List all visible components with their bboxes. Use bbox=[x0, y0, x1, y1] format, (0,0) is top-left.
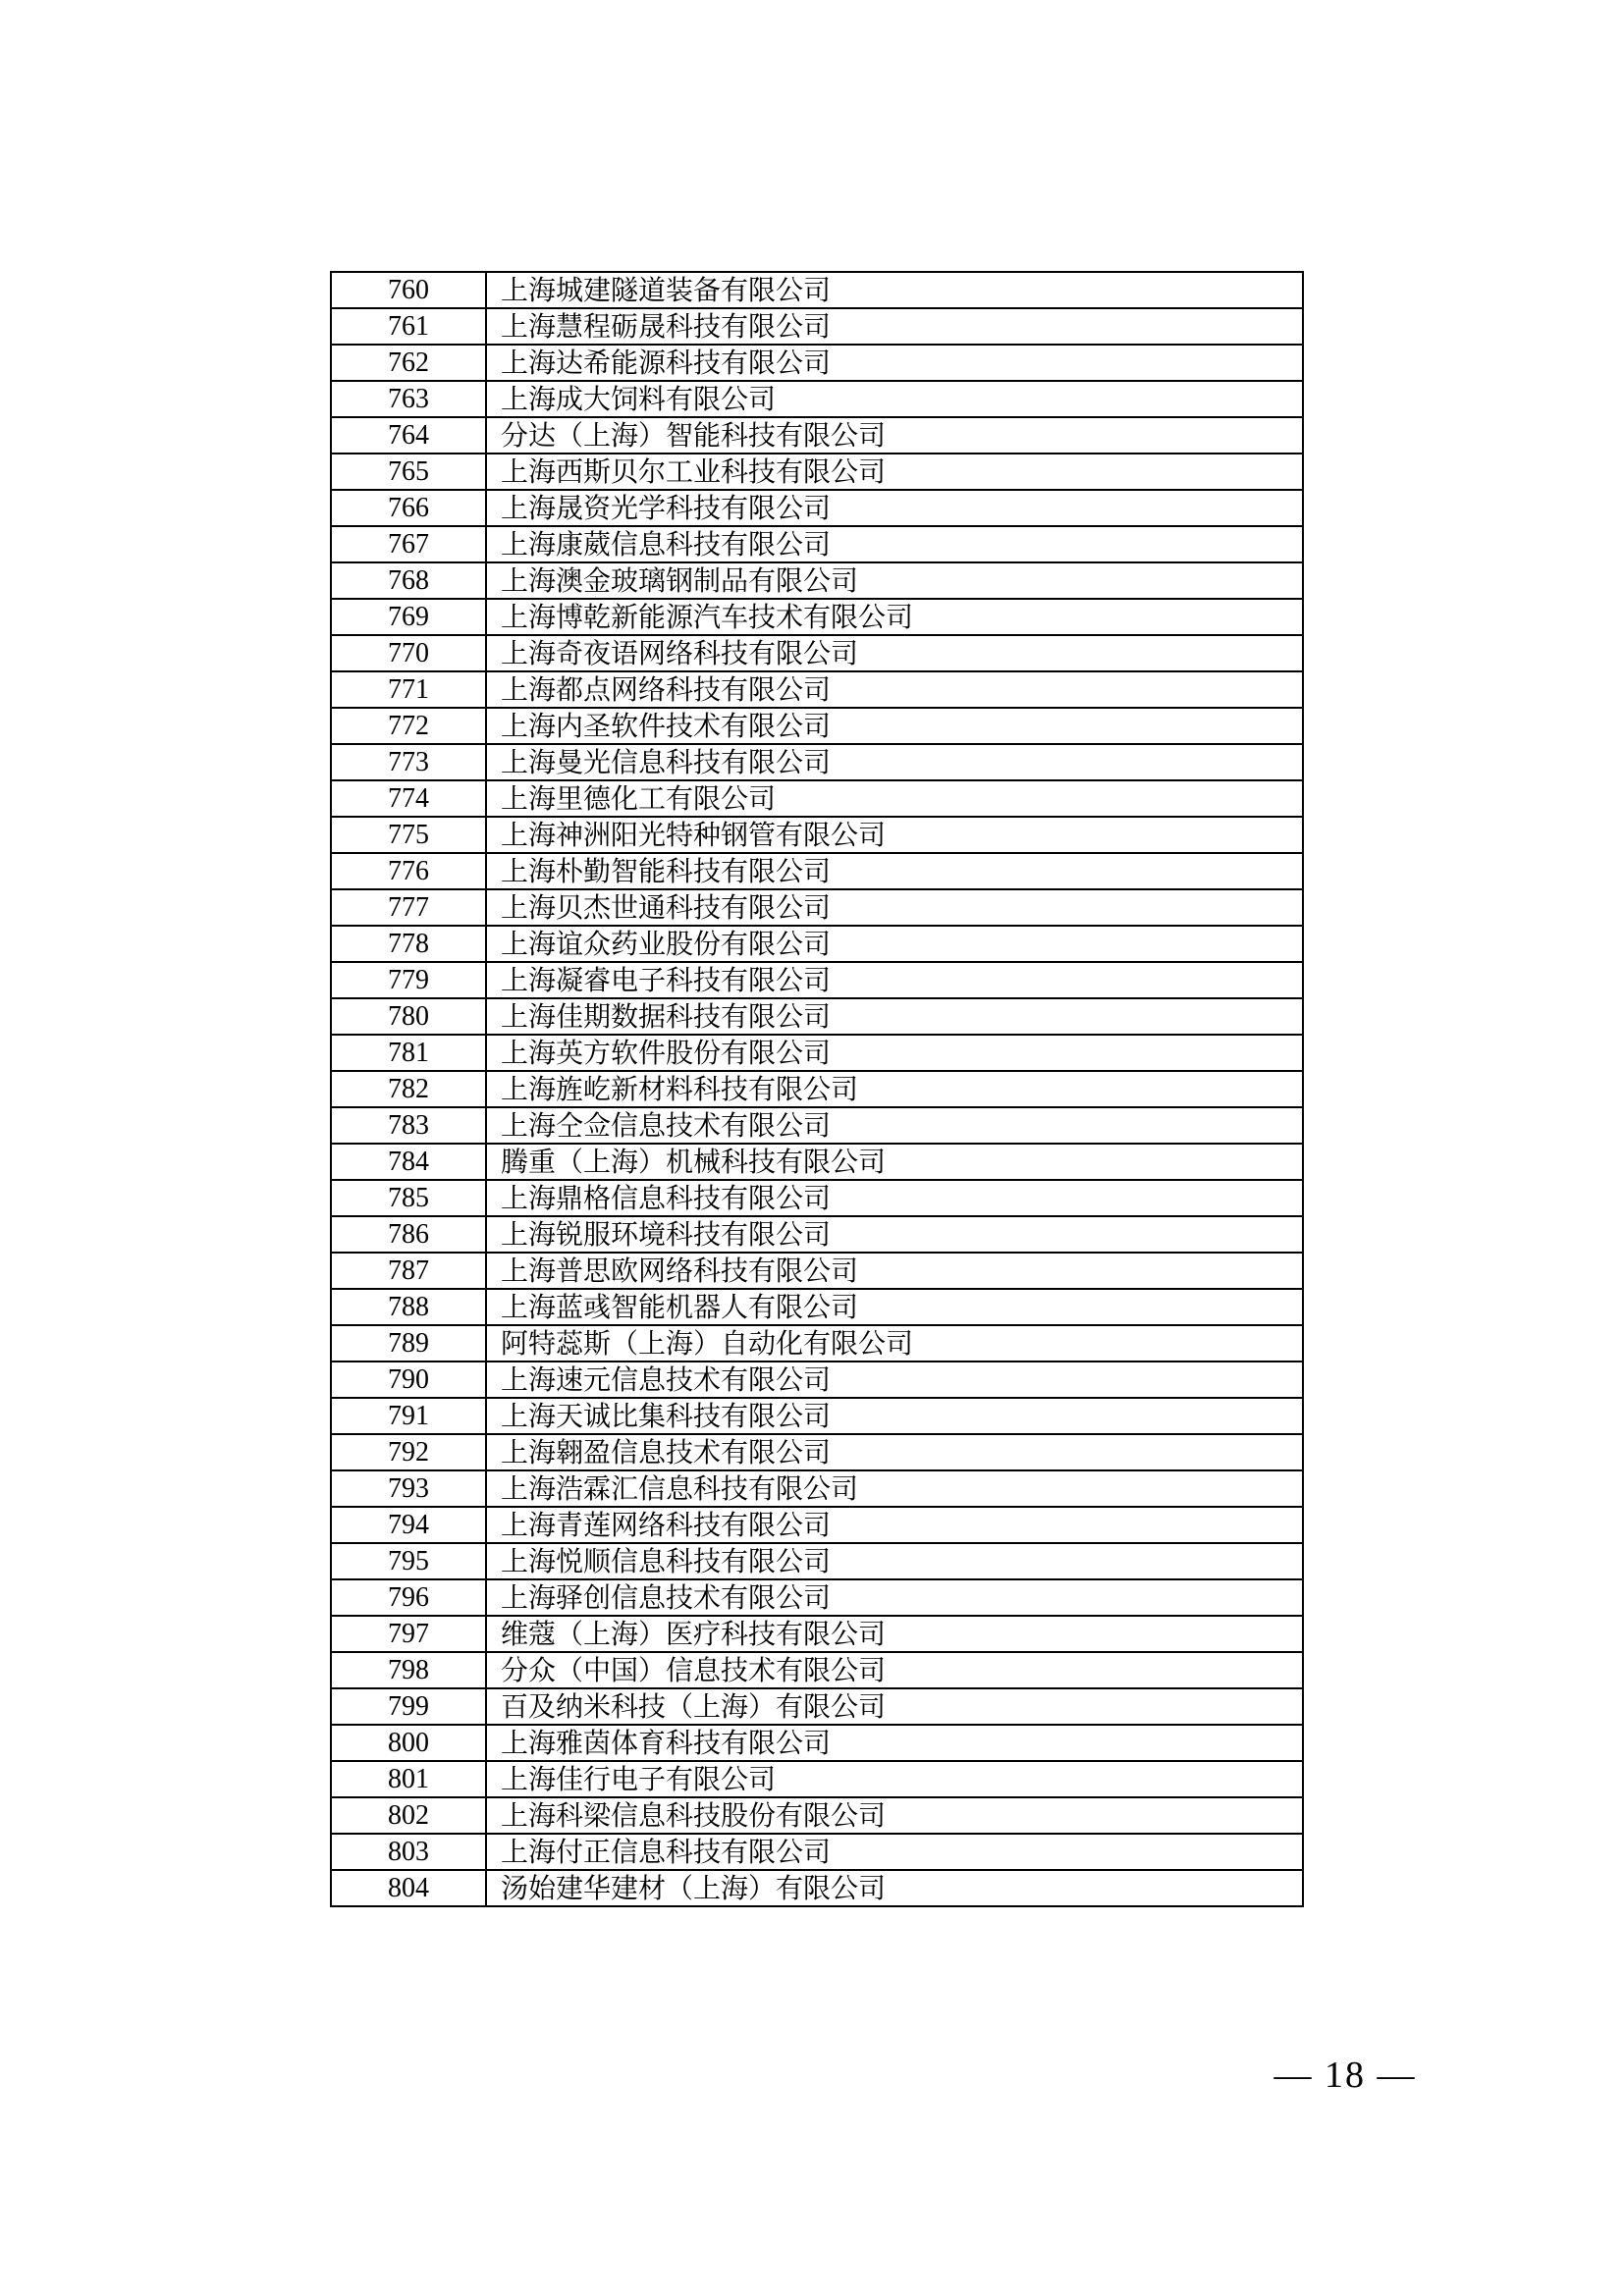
company-name-cell: 上海佳期数据科技有限公司 bbox=[486, 998, 1303, 1035]
table-row bbox=[331, 1035, 1303, 1071]
table-row bbox=[331, 1253, 1303, 1289]
table-row bbox=[331, 381, 1303, 417]
table-row bbox=[331, 635, 1303, 671]
table-row bbox=[331, 1144, 1303, 1180]
table-row bbox=[331, 962, 1303, 998]
row-number-cell: 801 bbox=[331, 1761, 486, 1797]
row-number-cell: 800 bbox=[331, 1725, 486, 1761]
company-name-cell: 上海慧程砺晟科技有限公司 bbox=[486, 308, 1303, 345]
company-name-cell: 上海佳行电子有限公司 bbox=[486, 1761, 1303, 1797]
table-row bbox=[331, 1180, 1303, 1216]
company-name-cell: 上海谊众药业股份有限公司 bbox=[486, 926, 1303, 962]
row-number-cell: 766 bbox=[331, 490, 486, 526]
company-name-cell: 上海锐服环境科技有限公司 bbox=[486, 1216, 1303, 1253]
row-number-cell: 765 bbox=[331, 454, 486, 490]
row-number-cell: 791 bbox=[331, 1398, 486, 1434]
row-number-cell: 798 bbox=[331, 1652, 486, 1688]
company-name-cell: 阿特蕊斯（上海）自动化有限公司 bbox=[486, 1325, 1303, 1362]
company-name-cell: 上海奇夜语网络科技有限公司 bbox=[486, 635, 1303, 671]
company-name-cell: 上海雅茵体育科技有限公司 bbox=[486, 1725, 1303, 1761]
company-name-cell: 上海英方软件股份有限公司 bbox=[486, 1035, 1303, 1071]
table-row bbox=[331, 1834, 1303, 1870]
company-name-cell: 维蔻（上海）医疗科技有限公司 bbox=[486, 1616, 1303, 1652]
table-row bbox=[331, 1579, 1303, 1616]
table-row bbox=[331, 308, 1303, 345]
company-name-cell: 上海里德化工有限公司 bbox=[486, 780, 1303, 817]
row-number-cell: 772 bbox=[331, 708, 486, 744]
company-name-cell: 上海蓝彧智能机器人有限公司 bbox=[486, 1289, 1303, 1325]
table-row bbox=[331, 998, 1303, 1035]
table-row bbox=[331, 1434, 1303, 1470]
row-number-cell: 777 bbox=[331, 889, 486, 926]
row-number-cell: 786 bbox=[331, 1216, 486, 1253]
row-number-cell: 803 bbox=[331, 1834, 486, 1870]
row-number-cell: 768 bbox=[331, 562, 486, 599]
company-name-cell: 汤始建华建材（上海）有限公司 bbox=[486, 1870, 1303, 1906]
row-number-cell: 784 bbox=[331, 1144, 486, 1180]
table-row bbox=[331, 1725, 1303, 1761]
table-row bbox=[331, 708, 1303, 744]
table-row bbox=[331, 490, 1303, 526]
company-name-cell: 上海神洲阳光特种钢管有限公司 bbox=[486, 817, 1303, 853]
row-number-cell: 778 bbox=[331, 926, 486, 962]
row-number-cell: 789 bbox=[331, 1325, 486, 1362]
table-row bbox=[331, 1362, 1303, 1398]
row-number-cell: 804 bbox=[331, 1870, 486, 1906]
row-number-cell: 776 bbox=[331, 853, 486, 889]
row-number-cell: 785 bbox=[331, 1180, 486, 1216]
row-number-cell: 783 bbox=[331, 1107, 486, 1144]
table-row bbox=[331, 1398, 1303, 1434]
table-row bbox=[331, 1543, 1303, 1579]
row-number-cell: 774 bbox=[331, 780, 486, 817]
company-name-cell: 上海天诚比集科技有限公司 bbox=[486, 1398, 1303, 1434]
row-number-cell: 763 bbox=[331, 381, 486, 417]
table-row bbox=[331, 1289, 1303, 1325]
company-name-cell: 分达（上海）智能科技有限公司 bbox=[486, 417, 1303, 454]
company-name-cell: 上海西斯贝尔工业科技有限公司 bbox=[486, 454, 1303, 490]
company-name-cell: 分众（中国）信息技术有限公司 bbox=[486, 1652, 1303, 1688]
table-row bbox=[331, 599, 1303, 635]
table-row bbox=[331, 853, 1303, 889]
company-name-cell: 上海达希能源科技有限公司 bbox=[486, 345, 1303, 381]
row-number-cell: 797 bbox=[331, 1616, 486, 1652]
company-name-cell: 腾重（上海）机械科技有限公司 bbox=[486, 1144, 1303, 1180]
company-name-cell: 上海科梁信息科技股份有限公司 bbox=[486, 1797, 1303, 1834]
page-number: — 18 — bbox=[1273, 2055, 1417, 2096]
company-name-cell: 上海翱盈信息技术有限公司 bbox=[486, 1434, 1303, 1470]
table-row bbox=[331, 272, 1303, 308]
company-name-cell: 上海曼光信息科技有限公司 bbox=[486, 744, 1303, 780]
table-row bbox=[331, 817, 1303, 853]
table-row bbox=[331, 1216, 1303, 1253]
row-number-cell: 767 bbox=[331, 526, 486, 562]
company-name-cell: 上海澳金玻璃钢制品有限公司 bbox=[486, 562, 1303, 599]
table-row bbox=[331, 1470, 1303, 1507]
company-name-cell: 上海旌屹新材料科技有限公司 bbox=[486, 1071, 1303, 1107]
table-row bbox=[331, 1761, 1303, 1797]
table-row bbox=[331, 889, 1303, 926]
table-row bbox=[331, 1325, 1303, 1362]
table-row bbox=[331, 562, 1303, 599]
table-row bbox=[331, 671, 1303, 708]
row-number-cell: 792 bbox=[331, 1434, 486, 1470]
company-name-cell: 百及纳米科技（上海）有限公司 bbox=[486, 1688, 1303, 1725]
table-row bbox=[331, 1797, 1303, 1834]
company-name-cell: 上海成大饲料有限公司 bbox=[486, 381, 1303, 417]
company-name-cell: 上海普思欧网络科技有限公司 bbox=[486, 1253, 1303, 1289]
table-row bbox=[331, 454, 1303, 490]
row-number-cell: 770 bbox=[331, 635, 486, 671]
row-number-cell: 775 bbox=[331, 817, 486, 853]
row-number-cell: 762 bbox=[331, 345, 486, 381]
row-number-cell: 802 bbox=[331, 1797, 486, 1834]
row-number-cell: 780 bbox=[331, 998, 486, 1035]
row-number-cell: 788 bbox=[331, 1289, 486, 1325]
table-row bbox=[331, 526, 1303, 562]
table-row bbox=[331, 1652, 1303, 1688]
row-number-cell: 799 bbox=[331, 1688, 486, 1725]
table-row bbox=[331, 744, 1303, 780]
table-row bbox=[331, 1107, 1303, 1144]
row-number-cell: 796 bbox=[331, 1579, 486, 1616]
company-name-cell: 上海付正信息科技有限公司 bbox=[486, 1834, 1303, 1870]
row-number-cell: 779 bbox=[331, 962, 486, 998]
row-number-cell: 760 bbox=[331, 272, 486, 308]
row-number-cell: 773 bbox=[331, 744, 486, 780]
row-number-cell: 761 bbox=[331, 308, 486, 345]
row-number-cell: 794 bbox=[331, 1507, 486, 1543]
company-list-table bbox=[330, 271, 1304, 1907]
company-name-cell: 上海仝佥信息技术有限公司 bbox=[486, 1107, 1303, 1144]
row-number-cell: 795 bbox=[331, 1543, 486, 1579]
row-number-cell: 764 bbox=[331, 417, 486, 454]
row-number-cell: 790 bbox=[331, 1362, 486, 1398]
company-name-cell: 上海速元信息技术有限公司 bbox=[486, 1362, 1303, 1398]
company-name-cell: 上海内圣软件技术有限公司 bbox=[486, 708, 1303, 744]
company-name-cell: 上海博乾新能源汽车技术有限公司 bbox=[486, 599, 1303, 635]
company-name-cell: 上海城建隧道装备有限公司 bbox=[486, 272, 1303, 308]
row-number-cell: 782 bbox=[331, 1071, 486, 1107]
company-name-cell: 上海驿创信息技术有限公司 bbox=[486, 1579, 1303, 1616]
company-name-cell: 上海都点网络科技有限公司 bbox=[486, 671, 1303, 708]
row-number-cell: 769 bbox=[331, 599, 486, 635]
company-name-cell: 上海凝睿电子科技有限公司 bbox=[486, 962, 1303, 998]
table-row bbox=[331, 1688, 1303, 1725]
company-name-cell: 上海康葳信息科技有限公司 bbox=[486, 526, 1303, 562]
row-number-cell: 793 bbox=[331, 1470, 486, 1507]
table-row bbox=[331, 1507, 1303, 1543]
company-list-body bbox=[331, 272, 1303, 1906]
table-row bbox=[331, 780, 1303, 817]
table-row bbox=[331, 1616, 1303, 1652]
table-row bbox=[331, 1071, 1303, 1107]
company-name-cell: 上海浩霖汇信息科技有限公司 bbox=[486, 1470, 1303, 1507]
company-name-cell: 上海青莲网络科技有限公司 bbox=[486, 1507, 1303, 1543]
row-number-cell: 787 bbox=[331, 1253, 486, 1289]
company-name-cell: 上海悦顺信息科技有限公司 bbox=[486, 1543, 1303, 1579]
table-row bbox=[331, 345, 1303, 381]
company-name-cell: 上海晟资光学科技有限公司 bbox=[486, 490, 1303, 526]
table-row bbox=[331, 417, 1303, 454]
row-number-cell: 781 bbox=[331, 1035, 486, 1071]
table-row bbox=[331, 926, 1303, 962]
table-row bbox=[331, 1870, 1303, 1906]
row-number-cell: 771 bbox=[331, 671, 486, 708]
company-name-cell: 上海鼎格信息科技有限公司 bbox=[486, 1180, 1303, 1216]
company-name-cell: 上海贝杰世通科技有限公司 bbox=[486, 889, 1303, 926]
company-name-cell: 上海朴勤智能科技有限公司 bbox=[486, 853, 1303, 889]
